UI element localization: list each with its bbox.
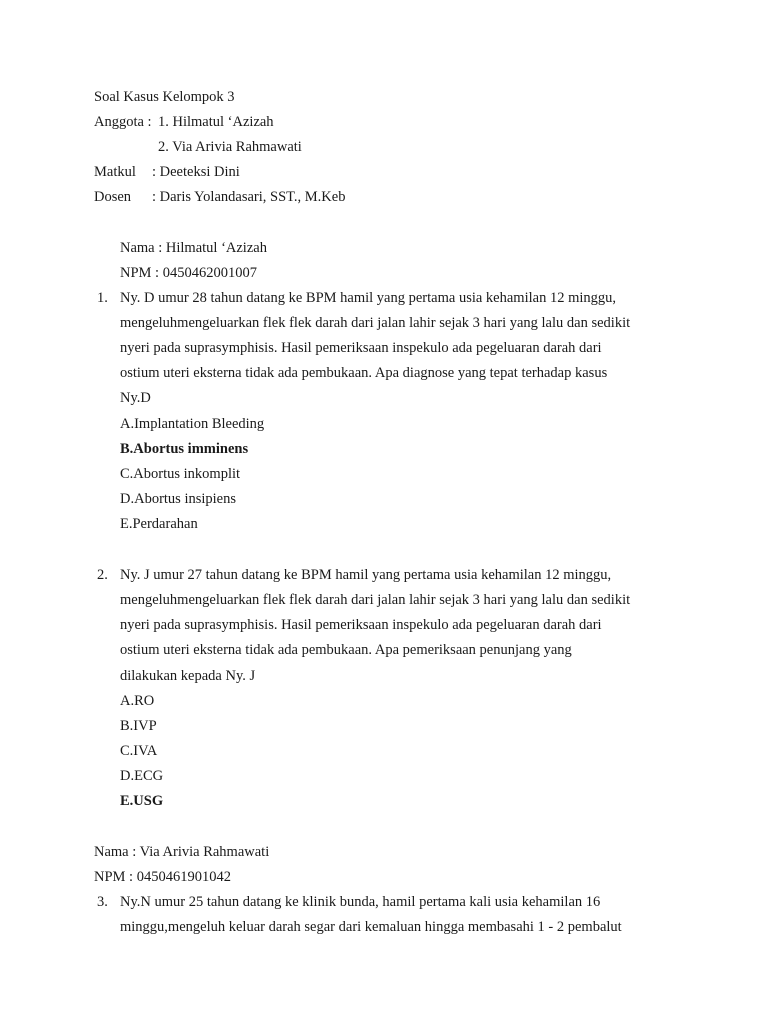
question-2-line: dilakukan kepada Ny. J	[120, 668, 256, 684]
question-1-number: 1.	[97, 290, 108, 306]
question-1-option-d: D.Abortus insipiens	[120, 491, 236, 507]
section2-nama: Nama : Via Arivia Rahmawati	[94, 844, 270, 860]
question-1-line: nyeri pada suprasymphisis. Hasil pemeriksaan inspekulo ada pegeluaran darah dari	[120, 340, 602, 356]
question-1-option-c: C.Abortus inkomplit	[120, 466, 241, 482]
question-2-line: Ny. J umur 27 tahun datang ke BPM hamil yang pertama usia kehamilan 12 minggu,	[120, 567, 612, 583]
dosen-label: Dosen	[94, 189, 132, 205]
dosen-value: : Daris Yolandasari, SST., M.Keb	[152, 189, 346, 205]
question-3-line: minggu,mengeluh keluar darah segar dari kemaluan hingga membasahi 1 - 2 pembalut	[120, 919, 622, 935]
anggota-member-1: 1. Hilmatul ‘Azizah	[158, 114, 274, 130]
question-2-option-a: A.RO	[120, 693, 155, 709]
anggota-member-2: 2. Via Arivia Rahmawati	[158, 139, 302, 155]
matkul-value: : Deeteksi Dini	[152, 164, 240, 180]
question-1-line: mengeluhmengeluarkan flek flek darah dari jalan lahir sejak 3 hari yang lalu dan sedikit	[120, 315, 631, 331]
question-1-option-a: A.Implantation Bleeding	[120, 416, 265, 432]
question-1-line: Ny.D	[120, 390, 151, 406]
question-3-line: Ny.N umur 25 tahun datang ke klinik bunda, hamil pertama kali usia kehamilan 16	[120, 894, 601, 910]
anggota-label: Anggota :	[94, 114, 152, 130]
question-1-option-b-answer: B.Abortus imminens	[120, 441, 249, 457]
document-title: Soal Kasus Kelompok 3	[94, 89, 235, 105]
question-3-number: 3.	[97, 894, 108, 910]
question-1-line: ostium uteri eksterna tidak ada pembukaan. Apa diagnose yang tepat terhadap kasus	[120, 365, 608, 381]
question-2-line: nyeri pada suprasymphisis. Hasil pemeriksaan inspekulo ada pegeluaran darah dari	[120, 617, 602, 633]
matkul-label: Matkul	[94, 164, 136, 180]
section1-npm: NPM : 0450462001007	[120, 265, 257, 281]
section2-npm: NPM : 0450461901042	[94, 869, 231, 885]
question-2-option-c: C.IVA	[120, 743, 158, 759]
question-1-option-e: E.Perdarahan	[120, 516, 198, 532]
question-2-option-e-answer: E.USG	[120, 793, 164, 809]
question-2-option-d: D.ECG	[120, 768, 164, 784]
question-2-line: ostium uteri eksterna tidak ada pembukaan. Apa pemeriksaan penunjang yang	[120, 642, 572, 658]
question-1-line: Ny. D umur 28 tahun datang ke BPM hamil yang pertama usia kehamilan 12 minggu,	[120, 290, 616, 306]
question-2-option-b: B.IVP	[120, 718, 157, 734]
question-2-number: 2.	[97, 567, 108, 583]
section1-nama: Nama : Hilmatul ‘Azizah	[120, 240, 267, 256]
question-2-line: mengeluhmengeluarkan flek flek darah dari jalan lahir sejak 3 hari yang lalu dan sedikit	[120, 592, 631, 608]
